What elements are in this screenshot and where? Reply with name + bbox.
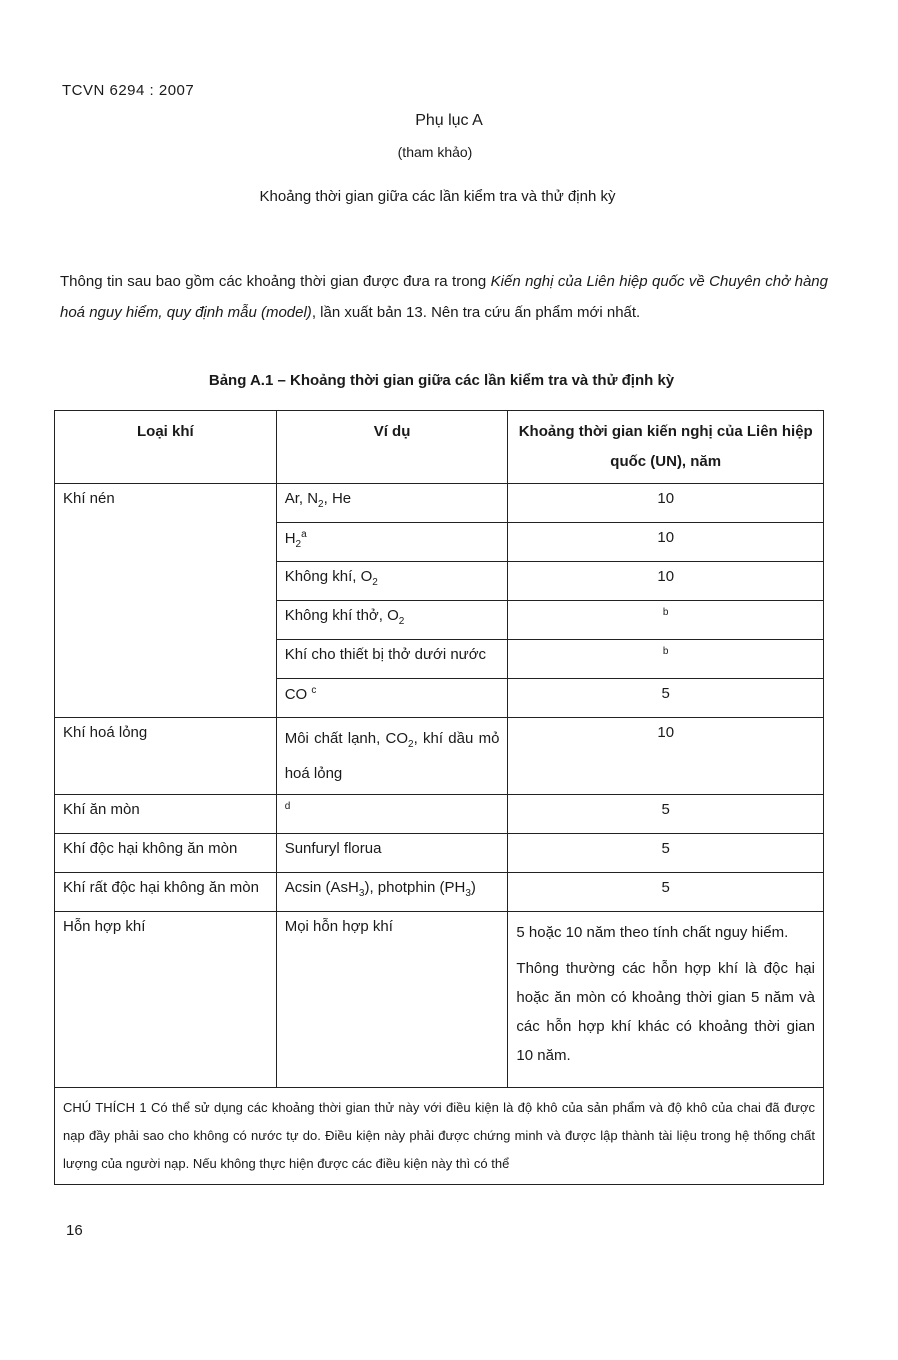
- intro-text-2: , lần xuất bản 13. Nên tra cứu ấn phẩm mới nhất.: [311, 304, 641, 321]
- table-note-row: [55, 1088, 824, 1185]
- mixture-interval-note: Thông thường các hỗn hợp khí là độc hại hoặc ăn mòn có khoảng thời gian 5 năm và các hỗn hợp khí khác có khoảng thời gian 10 năm.: [516, 960, 815, 1064]
- example-cell: Môi chất lạnh, $CO_2$, khí dầu mỏ hoá lỏng: [276, 718, 508, 795]
- example-cell: [276, 795, 508, 834]
- interval-cell: 5: [508, 873, 824, 912]
- example-cell: CO $^c$: [276, 679, 508, 718]
- footnote-mark: d: [284, 801, 291, 812]
- interval-cell: 10: [508, 718, 824, 795]
- table-row: [55, 718, 824, 795]
- category-liquefied: Khí hoá lỏng: [55, 718, 277, 795]
- example-cell: Ar, $N_2$, He: [276, 484, 508, 523]
- interval-cell: [508, 601, 824, 640]
- interval-cell: 10: [508, 523, 824, 562]
- table-note: CHÚ THÍCH 1 Có thể sử dụng các khoảng thời gian thử này với điều kiện là độ khô của sản phẩm và độ khô của chai đã được nạp đầy phải sao cho không có nước tự do. Điều kiện này phải được chứng minh và được lập thành tài liệu trong hệ thống chất lượng của người nạp. Nếu không thực hiện được các điều kiện này thì có thể: [55, 1088, 824, 1185]
- interval-cell: [508, 640, 824, 679]
- intro-italic-ref: Kiến nghị của Liên hiệp quốc về Chuyên chở hàng hoá nguy hiểm, quy định mẫu (model): [60, 273, 828, 321]
- category-mixture: Hỗn hợp khí: [55, 912, 277, 1088]
- table-row: [55, 795, 824, 834]
- interval-cell: 5: [508, 679, 824, 718]
- intro-text-1: Thông tin sau bao gồm các khoảng thời gian được đưa ra trong: [60, 273, 491, 290]
- annex-heading: Khoảng thời gian giữa các lần kiểm tra và thử định kỳ: [259, 188, 616, 205]
- category-very-toxic: Khí rất độc hại không ăn mòn: [55, 873, 277, 912]
- category-compressed: Khí nén: [55, 484, 277, 718]
- interval-cell: 10: [508, 562, 824, 601]
- example-cell: Sunfuryl florua: [276, 834, 508, 873]
- example-cell: Acsin (AsH$_3$), photphin $(PH_3)$: [276, 873, 508, 912]
- category-toxic: Khí độc hại không ăn mòn: [55, 834, 277, 873]
- category-corrosive: Khí ăn mòn: [55, 795, 277, 834]
- col-header-example: Ví dụ: [276, 411, 508, 484]
- table-title: Bảng A.1 – Khoảng thời gian giữa các lần kiểm tra và thử định kỳ: [208, 372, 675, 389]
- footnote-mark: b: [662, 646, 669, 657]
- example-cell: Khí cho thiết bị thở dưới nước: [276, 640, 508, 679]
- table-row: [55, 873, 824, 912]
- col-header-gas-type: Loại khí: [55, 411, 277, 484]
- footnote-mark: b: [662, 607, 669, 618]
- intro-paragraph: [60, 266, 828, 328]
- col-header-interval: Khoảng thời gian kiến nghị của Liên hiệp quốc (UN), năm: [508, 411, 824, 484]
- interval-cell: 10: [508, 484, 824, 523]
- interval-cell: [508, 912, 824, 1088]
- example-cell: Không khí, $O_2$: [276, 562, 508, 601]
- table-header-row: [55, 411, 824, 484]
- example-cell: Không khí thở, $O_2$: [276, 601, 508, 640]
- interval-cell: 5: [508, 834, 824, 873]
- example-cell: Mọi hỗn hợp khí: [276, 912, 508, 1088]
- interval-table: [54, 410, 824, 1185]
- table-row: [55, 834, 824, 873]
- table-row: [55, 484, 824, 523]
- table-row: [55, 912, 824, 1088]
- document-code: TCVN 6294 : 2007: [62, 82, 195, 99]
- interval-cell: 5: [508, 795, 824, 834]
- annex-subtitle: (tham khảo): [397, 144, 473, 160]
- page-number: 16: [66, 1222, 83, 1239]
- example-cell: $H_2^a$: [276, 523, 508, 562]
- annex-title: Phụ lục A: [415, 112, 483, 129]
- mixture-interval-text: 5 hoặc 10 năm theo tính chất nguy hiểm.: [516, 924, 789, 941]
